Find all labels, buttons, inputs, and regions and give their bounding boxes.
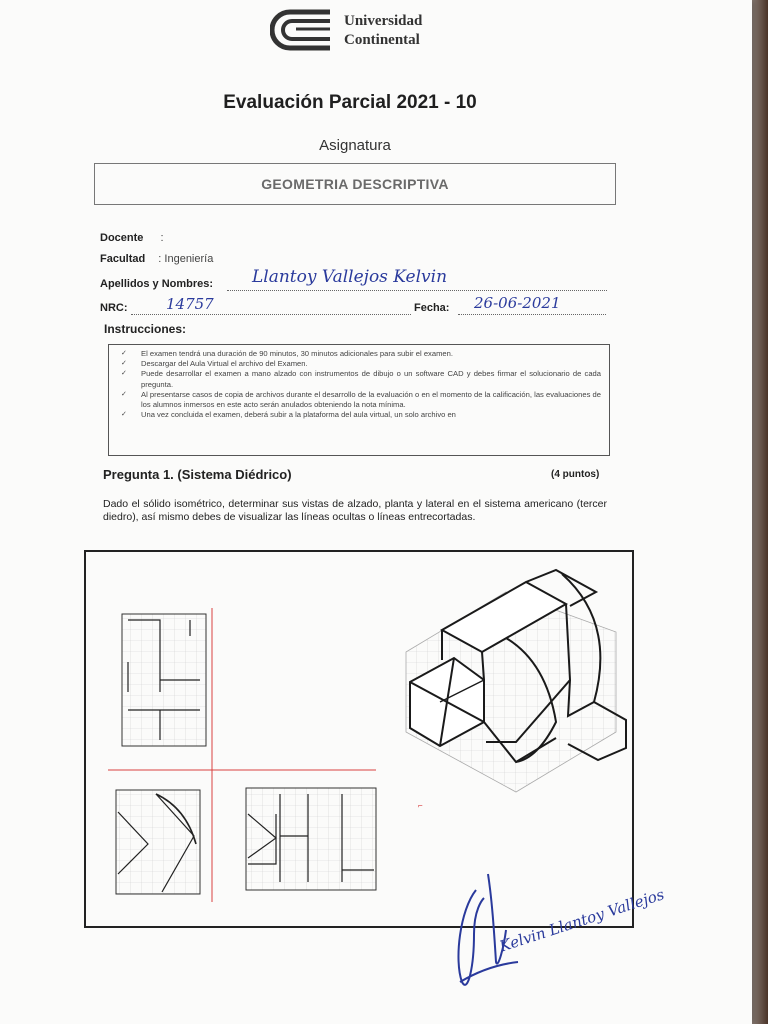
axis-mark: ⌐: [418, 801, 423, 810]
docente-field: [100, 232, 164, 244]
question-text: Dado el sólido isométrico, determinar sus vistas de alzado, planta y lateral en el sistema americano (tercer diedro), así mismo debes de visualizar las líneas ocultas o líneas entrecortadas.: [103, 498, 607, 523]
facultad-field: [100, 253, 213, 265]
instruction-text: Descargar del Aula Virtual el archivo del Examen.: [141, 359, 308, 369]
instruction-text: El examen tendrá una duración de 90 minutos, 30 minutos adicionales para subir el examen.: [141, 349, 453, 358]
instruction-item: [117, 369, 601, 389]
question-title: Pregunta 1. (Sistema Diédrico): [103, 467, 292, 482]
apellidos-label: Apellidos y Nombres:: [100, 278, 214, 290]
docente-label: Docente: [100, 232, 144, 244]
apellidos-handwritten: Llantoy Vallejos Kelvin: [252, 267, 448, 287]
top-view: [122, 614, 206, 746]
subject-box: [94, 163, 616, 205]
fecha-label: Fecha:: [414, 302, 450, 314]
subject-name: GEOMETRIA DESCRIPTIVA: [261, 176, 449, 192]
instructions-heading: Instrucciones:: [104, 322, 187, 336]
university-name: [344, 12, 422, 50]
nrc-dotted-line: [131, 314, 411, 315]
nrc-label: NRC:: [100, 302, 128, 314]
technical-drawing: [86, 552, 632, 926]
facultad-value: : Ingeniería: [158, 253, 214, 265]
university-logo: [270, 8, 336, 52]
fecha-handwritten: 26-06-2021: [474, 294, 561, 312]
instructions-box: [108, 344, 610, 456]
nrc-handwritten: 14757: [166, 295, 214, 313]
check-icon: ✓: [121, 370, 127, 378]
check-icon: ✓: [121, 360, 127, 368]
university-line1: Universidad: [344, 13, 423, 29]
instruction-item: [117, 410, 601, 420]
instruction-item: [117, 359, 601, 369]
apellidos-dotted-line: [227, 290, 607, 291]
facultad-label: Facultad: [100, 253, 146, 265]
instruction-text: Una vez concluida el examen, deberá subir a la plataforma del aula virtual, un solo archivo en: [141, 410, 456, 420]
check-icon: ✓: [121, 411, 127, 419]
side-view: [246, 788, 376, 890]
isometric-solid: [406, 570, 626, 792]
instruction-text: Puede desarrollar el examen a mano alzado con instrumentos de dibujo o un software CAD y debes firmar el solucionario de cada pregunta.: [141, 369, 601, 389]
instruction-item: [117, 349, 601, 359]
question-points: (4 puntos): [551, 469, 600, 480]
university-line2: Continental: [344, 32, 420, 48]
docente-separator: :: [160, 232, 164, 244]
check-icon: ✓: [121, 350, 127, 357]
drawing-frame: [84, 550, 634, 928]
front-view: [116, 790, 200, 894]
check-icon: ✓: [121, 390, 127, 398]
fecha-dotted-line: [458, 314, 606, 315]
exam-title: Evaluación Parcial 2021 - 10: [223, 92, 477, 113]
asignatura-label: Asignatura: [319, 137, 391, 154]
instruction-item: [117, 390, 601, 410]
instruction-text: Al presentarse casos de copia de archivos durante el desarrollo de la evaluación o en el momento de la calificación, las evaluaciones de los alumnos inmersos en este acto serán anulados obteniendo la nota mínima.: [141, 389, 601, 410]
signature-name: Kelvin Llantoy Vallejos: [497, 885, 667, 956]
